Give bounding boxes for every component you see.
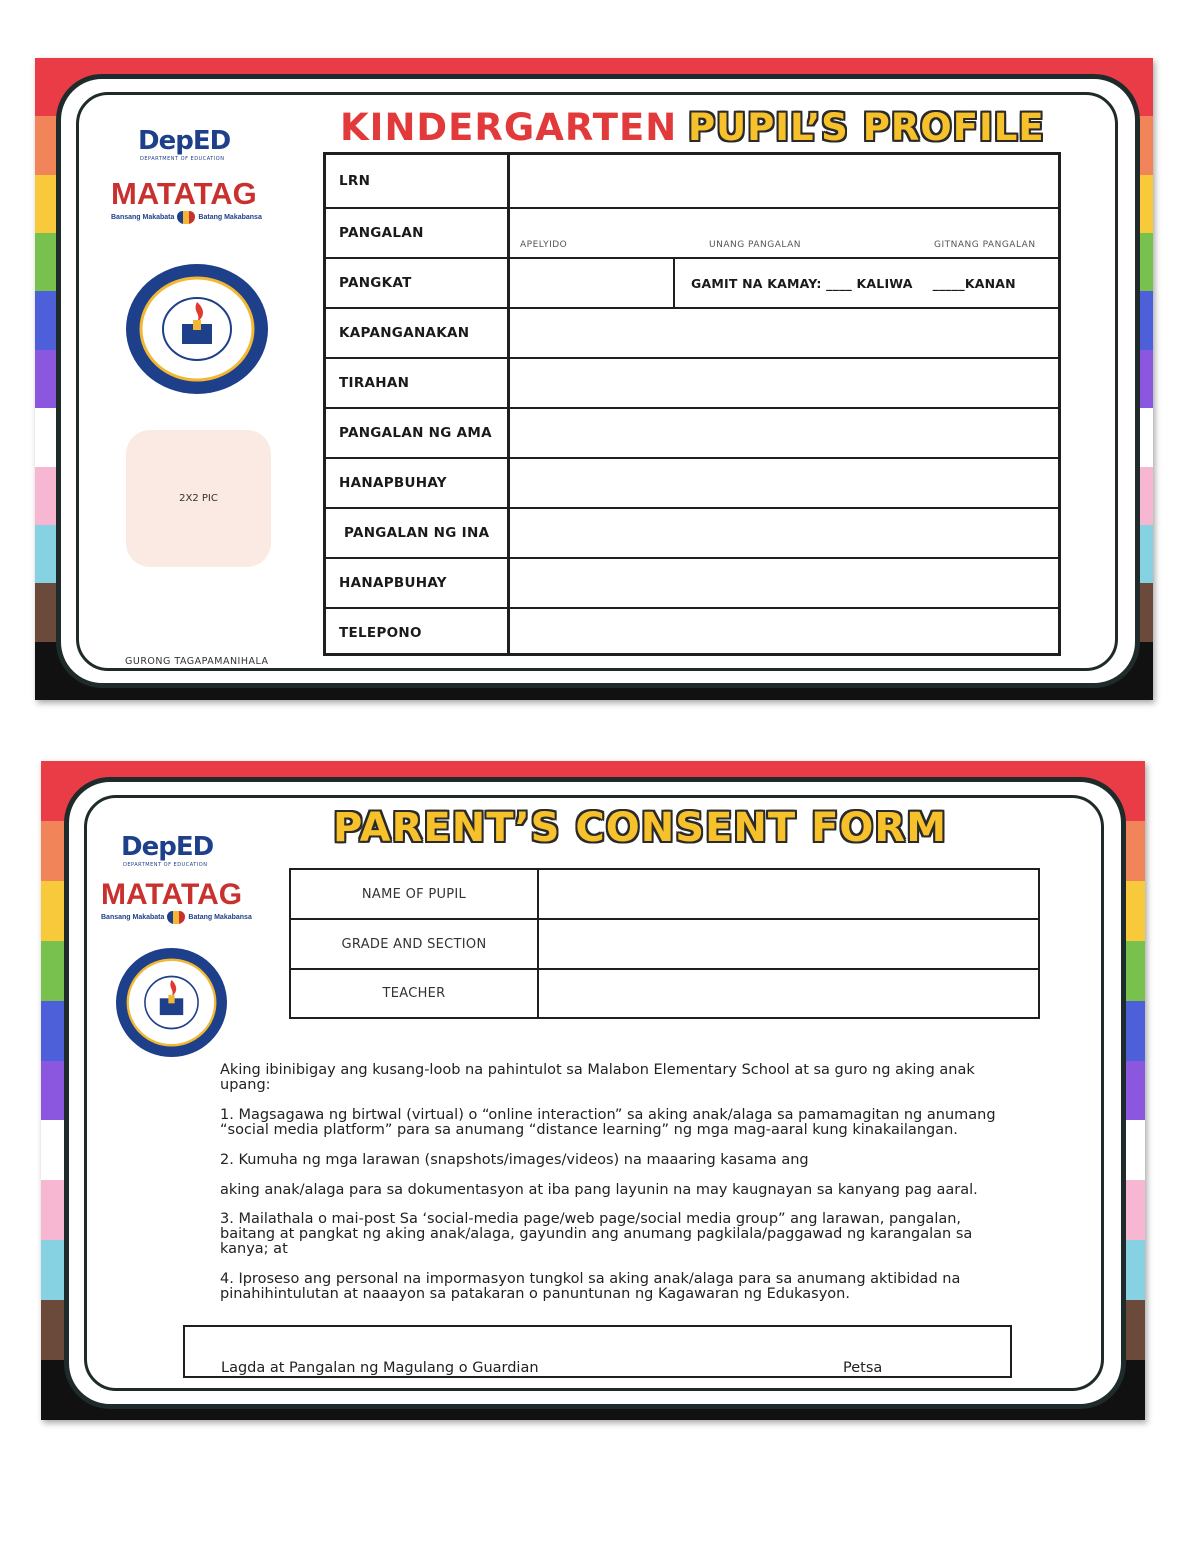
row-pangkat[interactable] xyxy=(326,259,1058,309)
consent-info-table xyxy=(289,868,1040,1019)
photo-label: 2X2 PIC xyxy=(179,493,218,504)
text-line: Aking ibinibigay ang kusang-loob na pahintulot sa Malabon Elementary School at sa guro ng aking anak xyxy=(220,1062,975,1078)
text-line: 4. Iproseso ang personal na impormasyon tungkol sa aking anak/alaga para sa anumang aktibidad na xyxy=(220,1271,961,1287)
title-kindergarten: KINDERGARTEN xyxy=(340,106,678,149)
tagline-right: Batang Makabansa xyxy=(188,914,252,921)
teacher-signature-label: GURONG TAGAPAMANIHALA xyxy=(125,656,269,667)
gamit-na-kamay[interactable] xyxy=(691,259,1016,307)
tagline-left: Bansang Makabata xyxy=(111,214,175,221)
heart-icon xyxy=(177,211,195,224)
text-line: 3. Mailathala o mai-post Sa ‘social-media page/web page/social media group” ang larawan, pangalan, xyxy=(220,1211,962,1227)
text-line: 2. Kumuha ng mga larawan (snapshots/images/videos) na maaaring kasama ang xyxy=(220,1152,809,1168)
row-label: HANAPBUHAY xyxy=(326,559,510,607)
text-line: aking anak/alaga para sa dokumentasyon at iba pang layunin na may kaugnayan sa kanyang pag aaral. xyxy=(220,1182,978,1198)
seal-graphic xyxy=(116,948,227,1057)
consent-item-4 xyxy=(220,1272,1080,1302)
date-label: Petsa xyxy=(843,1360,883,1376)
pangkat-divider xyxy=(673,259,675,307)
row-label: HANAPBUHAY xyxy=(326,459,510,507)
signature-box[interactable] xyxy=(183,1325,1012,1378)
row-label: TIRAHAN xyxy=(326,359,510,407)
row-hanapbuhay-ama[interactable] xyxy=(326,459,1058,509)
consent-item-1 xyxy=(220,1108,1080,1138)
title-parents-consent-form: PARENT’S CONSENT FORM xyxy=(333,805,948,851)
row-hanapbuhay-ina[interactable] xyxy=(326,559,1058,609)
consent-intro xyxy=(220,1063,1080,1093)
row-pangalan-ng-ama[interactable] xyxy=(326,409,1058,459)
kamay-kanan: _____KANAN xyxy=(932,275,1016,291)
consent-item-2-cont xyxy=(220,1183,1080,1198)
deped-logo: DepED xyxy=(138,126,231,156)
consent-item-3 xyxy=(220,1212,1080,1257)
consent-item-2 xyxy=(220,1153,1080,1168)
row-label: KAPANGANAKAN xyxy=(326,309,510,357)
signature-label: Lagda at Pangalan ng Magulang o Guardian xyxy=(221,1360,539,1376)
text-line: kanya; at xyxy=(220,1241,288,1257)
row-label: TELEPONO xyxy=(326,609,510,656)
text-line: pinahihintulutan at naaayon sa patakaran o panuntunan ng Kagawaran ng Edukasyon. xyxy=(220,1286,850,1302)
title-pupils-profile: PUPIL’S PROFILE xyxy=(688,106,1045,149)
seal-graphic xyxy=(126,264,268,394)
row-lrn[interactable] xyxy=(326,155,1058,209)
row-name-of-pupil[interactable] xyxy=(291,870,1038,920)
row-telepono[interactable] xyxy=(326,609,1058,656)
row-pangalan-ng-ina[interactable] xyxy=(326,509,1058,559)
row-label: LRN xyxy=(326,155,510,207)
row-label: GRADE AND SECTION xyxy=(291,920,539,968)
row-pangalan[interactable] xyxy=(326,209,1058,259)
row-label: PANGALAN xyxy=(326,209,510,257)
text-line: upang: xyxy=(220,1077,271,1093)
caption-apelyido: APELYIDO xyxy=(520,240,568,250)
deped-subtitle: DEPARTMENT OF EDUCATION xyxy=(140,156,225,162)
heart-icon xyxy=(167,911,185,924)
text-line: baitang at pangkat ng aking anak/alaga, gayundin ang anumang pagkilala/paggawad ng karangalan sa xyxy=(220,1226,973,1242)
row-label: PANGKAT xyxy=(326,259,510,307)
school-seal-icon xyxy=(116,948,227,1057)
row-label: NAME OF PUPIL xyxy=(291,870,539,918)
row-label: PANGALAN NG AMA xyxy=(326,409,510,457)
row-tirahan[interactable] xyxy=(326,359,1058,409)
profile-table xyxy=(323,152,1061,656)
photo-placeholder[interactable] xyxy=(126,430,271,567)
row-kapanganakan[interactable] xyxy=(326,309,1058,359)
school-seal-icon xyxy=(126,264,268,394)
tagline-left: Bansang Makabata xyxy=(101,914,165,921)
matatag-tagline xyxy=(101,911,252,924)
caption-gitnang-pangalan: GITNANG PANGALAN xyxy=(934,240,1036,250)
row-label: TEACHER xyxy=(291,970,539,1017)
caption-unang-pangalan: UNANG PANGALAN xyxy=(709,240,802,250)
kamay-kaliwa: GAMIT NA KAMAY: ____ KALIWA xyxy=(691,275,913,291)
matatag-logo: MATATAG xyxy=(101,878,243,911)
deped-subtitle: DEPARTMENT OF EDUCATION xyxy=(123,862,208,868)
row-label: PANGALAN NG INA xyxy=(326,509,510,557)
tagline-right: Batang Makabansa xyxy=(198,214,262,221)
matatag-logo: MATATAG xyxy=(111,176,257,211)
text-line: 1. Magsagawa ng birtwal (virtual) o “online interaction” sa aking anak/alaga sa pamamagitan ng anumang xyxy=(220,1107,996,1123)
deped-logo: DepED xyxy=(121,832,214,862)
row-grade-and-section[interactable] xyxy=(291,920,1038,970)
row-teacher[interactable] xyxy=(291,970,1038,1017)
text-line: “social media platform” para sa anumang “distance learning” ng mga mag-aaral kung kinakailangan. xyxy=(220,1122,958,1138)
matatag-tagline xyxy=(111,211,262,224)
